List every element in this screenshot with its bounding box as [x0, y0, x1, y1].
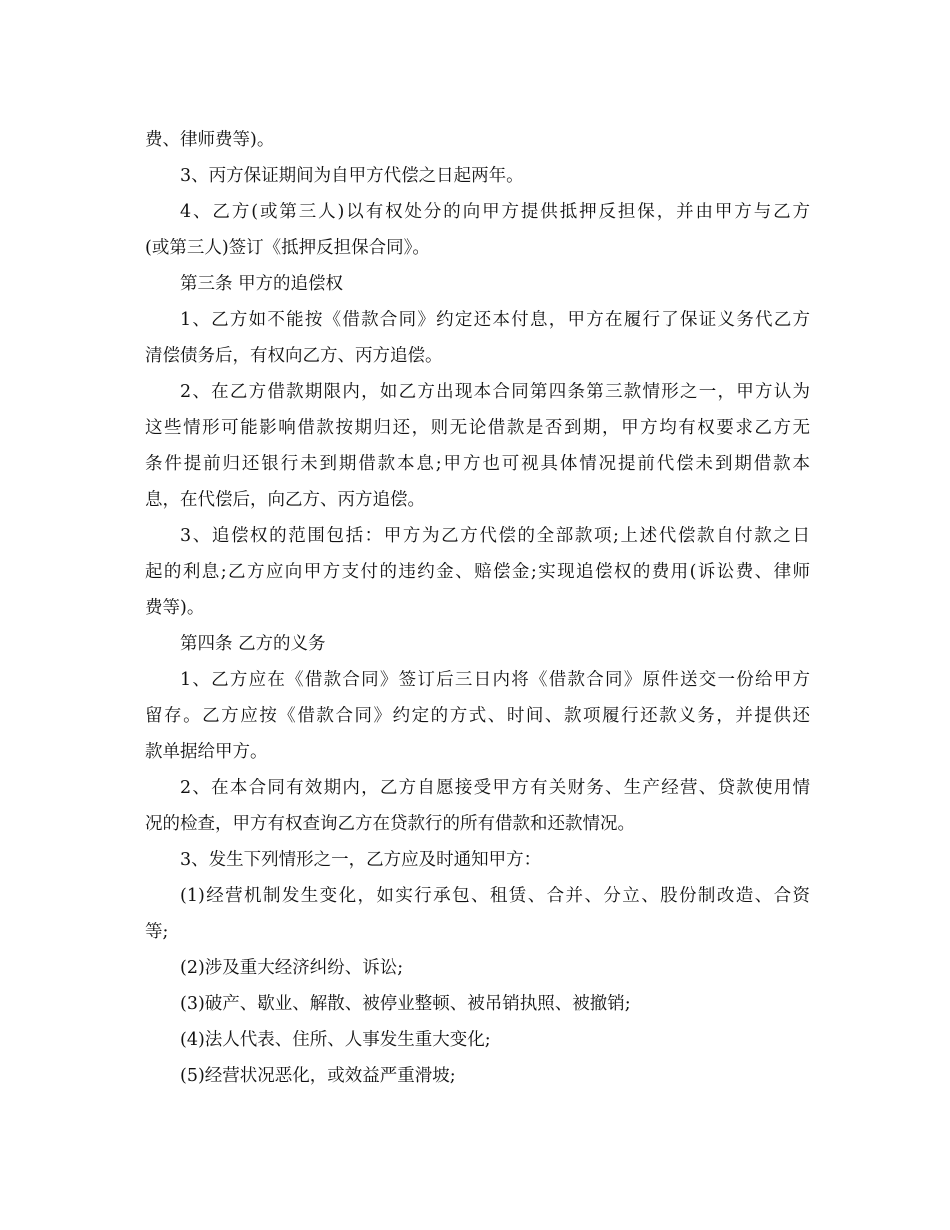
text-line: 费等)。 — [145, 598, 205, 618]
text-line: 条件提前归还银行未到期借款本息;甲方也可视具体情况提前代偿未到期借款本 — [145, 454, 810, 474]
text-line: 这些情形可能影响借款按期归还，则无论借款是否到期，甲方均有权要求乙方无 — [145, 418, 810, 438]
list-item: 等; — [145, 922, 169, 942]
text-line: 3、发生下列情形之一，乙方应及时通知甲方： — [180, 850, 542, 870]
document-body — [145, 122, 810, 1094]
list-item: (4)法人代表、住所、人事发生重大变化; — [180, 1030, 491, 1050]
text-line: 1、乙方如不能按《借款合同》约定还本付息，甲方在履行了保证义务代乙方 — [180, 310, 810, 330]
text-line: 2、在乙方借款期限内，如乙方出现本合同第四条第三款情形之一，甲方认为 — [180, 382, 810, 402]
text-line: 清偿债务后，有权向乙方、丙方追偿。 — [145, 346, 443, 366]
text-line: 1、乙方应在《借款合同》签订后三日内将《借款合同》原件送交一份给甲方 — [180, 670, 810, 690]
list-item: (1)经营机制发生变化，如实行承包、租赁、合并、分立、股份制改造、合资 — [180, 886, 810, 906]
text-line: 2、在本合同有效期内，乙方自愿接受甲方有关财务、生产经营、贷款使用情 — [180, 778, 810, 798]
text-line: 费、律师费等)。 — [145, 130, 275, 150]
text-line: 4、乙方(或第三人)以有权处分的向甲方提供抵押反担保，并由甲方与乙方 — [180, 202, 810, 222]
list-item: (5)经营状况恶化，或效益严重滑坡; — [180, 1066, 456, 1086]
text-line: 息，在代偿后，向乙方、丙方追偿。 — [145, 490, 425, 510]
text-line: 起的利息;乙方应向甲方支付的违约金、赔偿金;实现追偿权的费用(诉讼费、律师 — [145, 562, 810, 582]
section-heading: 第三条 甲方的追偿权 — [180, 274, 344, 294]
list-item: (2)涉及重大经济纠纷、诉讼; — [180, 958, 404, 978]
text-line: (或第三人)签订《抵押反担保合同》。 — [145, 238, 430, 258]
text-line: 况的检查，甲方有权查询乙方在贷款行的所有借款和还款情况。 — [145, 814, 635, 834]
section-heading: 第四条 乙方的义务 — [180, 634, 326, 654]
text-line: 3、追偿权的范围包括：甲方为乙方代偿的全部款项;上述代偿款自付款之日 — [180, 526, 810, 546]
text-line: 留存。乙方应按《借款合同》约定的方式、时间、款项履行还款义务，并提供还 — [145, 706, 810, 726]
text-line: 3、丙方保证期间为自甲方代偿之日起两年。 — [180, 166, 524, 186]
text-line: 款单据给甲方。 — [145, 742, 268, 762]
list-item: (3)破产、歇业、解散、被停业整顿、被吊销执照、被撤销; — [180, 994, 631, 1014]
